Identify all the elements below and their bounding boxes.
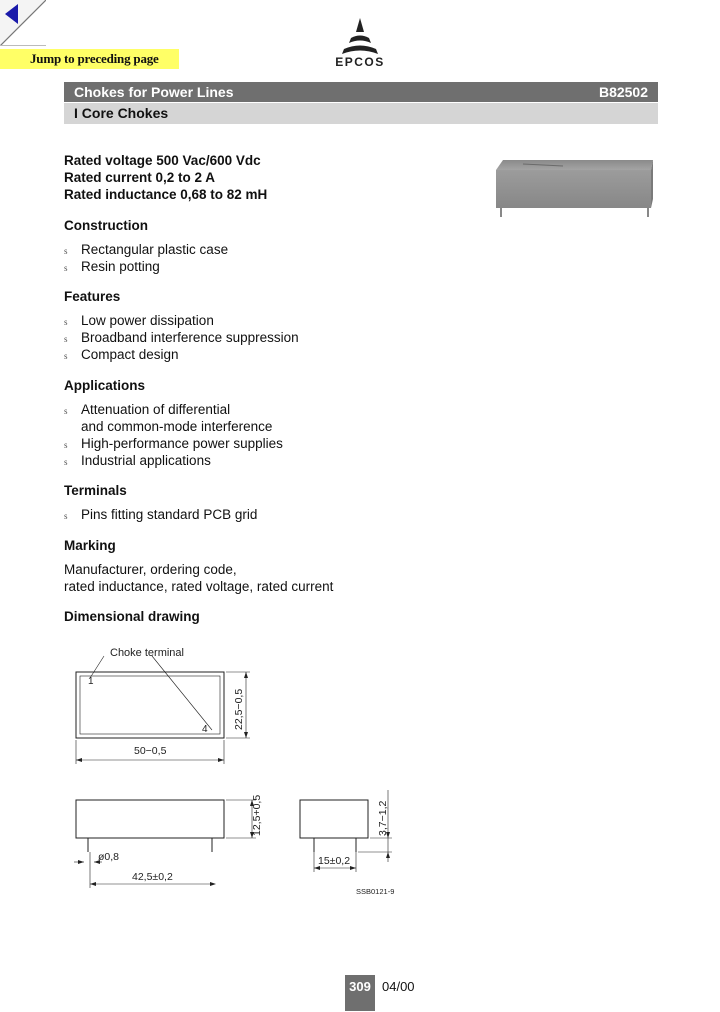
bullet: s (64, 351, 68, 361)
features-list (64, 312, 299, 363)
bullet: s (64, 511, 68, 521)
list-item: s High-performance power supplies (64, 435, 283, 452)
bullet: s (64, 406, 68, 416)
page-title: Chokes for Power Lines (74, 84, 234, 100)
rating-inductance: Rated inductance 0,68 to 82 mH (64, 187, 268, 202)
list-item: s Pins fitting standard PCB grid (64, 506, 257, 523)
list-item: s Rectangular plastic case (64, 241, 228, 258)
list-item-continuation: and common-mode interference (81, 419, 273, 434)
drawing-heading: Dimensional drawing (64, 609, 200, 624)
list-item: s Industrial applications (64, 452, 283, 469)
product-photo (493, 155, 657, 219)
drawing-code: SSB0121-9 (356, 887, 395, 896)
pin-spacing-label: 42,5±0,2 (132, 871, 173, 883)
page-number: 309 (345, 975, 375, 1011)
features-heading: Features (64, 289, 121, 304)
marking-line: rated inductance, rated voltage, rated current (64, 579, 334, 594)
terminals-heading: Terminals (64, 483, 127, 498)
marking-text (64, 561, 333, 595)
dimensional-drawing (60, 640, 420, 910)
page-date: 04/00 (382, 979, 415, 994)
bullet: s (64, 457, 68, 467)
bullet: s (64, 246, 68, 256)
subtitle-bar (64, 103, 658, 124)
bullet: s (64, 334, 68, 344)
ratings-block (64, 152, 267, 203)
construction-list (64, 241, 228, 275)
rating-voltage: Rated voltage 500 Vac/600 Vdc (64, 153, 261, 168)
jump-preceding-page-link[interactable]: Jump to preceding page (0, 49, 179, 69)
page-subtitle: I Core Chokes (74, 105, 169, 121)
brand-name: EPCOS (335, 55, 385, 69)
terminals-list (64, 506, 257, 523)
choke-terminal-label: Choke terminal (110, 647, 184, 659)
back-arrow-button[interactable] (0, 0, 46, 46)
applications-heading: Applications (64, 378, 146, 393)
pin1-label: 1 (88, 676, 94, 687)
bullet: s (64, 317, 68, 327)
construction-heading: Construction (64, 218, 148, 233)
bullet: s (64, 440, 68, 450)
end-height-label: 3,7−1,2 (377, 800, 389, 836)
width-top-label: 50−0,5 (134, 745, 167, 757)
list-item: s Broadband interference suppression (64, 329, 299, 346)
height-side-label: 12,5+0,5 (251, 794, 263, 836)
bullet: s (64, 263, 68, 273)
rating-current: Rated current 0,2 to 2 A (64, 170, 216, 185)
list-item: s Resin potting (64, 258, 228, 275)
list-item: s Attenuation of differential (64, 401, 283, 418)
marking-line: Manufacturer, ordering code, (64, 562, 237, 577)
title-bar (64, 82, 658, 102)
applications-list (64, 401, 283, 469)
part-number: B82502 (598, 84, 648, 100)
pin4-label: 4 (202, 724, 208, 735)
list-item: s Low power dissipation (64, 312, 299, 329)
back-arrow-icon (0, 0, 46, 46)
pin-diameter-label: ø0,8 (98, 851, 120, 863)
height-top-label: 22,5−0,5 (233, 688, 245, 730)
list-item: s Compact design (64, 346, 299, 363)
end-spacing-label: 15±0,2 (318, 855, 351, 867)
marking-heading: Marking (64, 538, 116, 553)
